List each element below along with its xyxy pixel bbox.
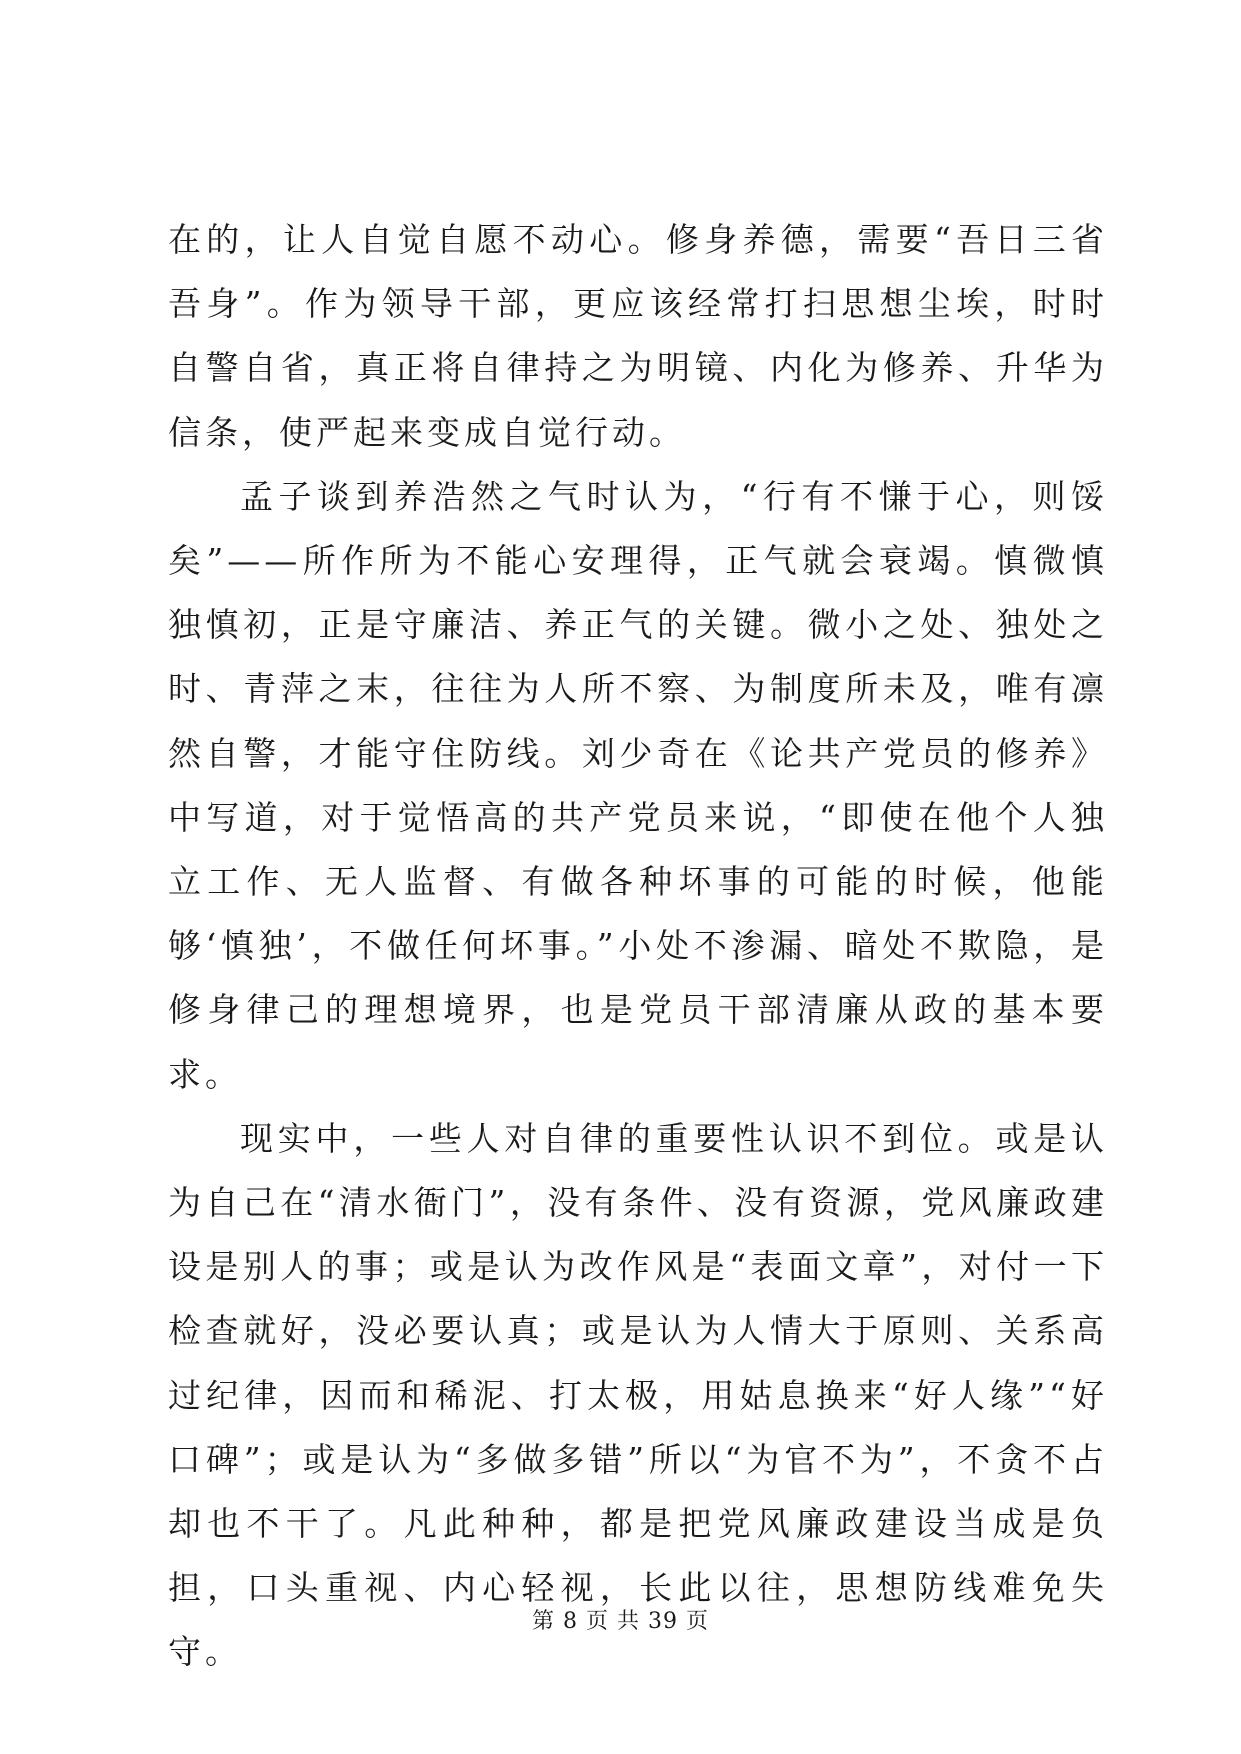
page-number-footer: 第 8 页 共 39 页 bbox=[532, 1609, 709, 1634]
paragraph-1: 在的，让人自觉自愿不动心。修身养德，需要“吾日三省吾身”。作为领导干部，更应该经常打扫思想尘埃，时时自警自省，真正将自律持之为明镜、内化为修养、升华为信条，使严起来变成自觉行动。 bbox=[168, 220, 1108, 452]
body-text bbox=[168, 208, 1108, 1685]
paragraph-3: 现实中，一些人对自律的重要性认识不到位。或是认为自己在“清水衙门”，没有条件、没有资源，党风廉政建设是别人的事；或是认为改作风是“表面文章”，对付一下检查就好，没必要认真；或是认为人情大于原则、关系高过纪律，因而和稀泥、打太极，用姑息换来“好人缘”“好口碑”；或是认为“多做多错”所以“为官不为”，不贪不占却也不干了。凡此种种，都是把党风廉政建设当成是负担，口头重视、内心轻视，长此以往，思想防线难免失守。 bbox=[168, 1118, 1108, 1672]
paragraph-2: 孟子谈到养浩然之气时认为，“行有不慊于心，则馁矣”——所作所为不能心安理得，正气就会衰竭。慎微慎独慎初，正是守廉洁、养正气的关键。微小之处、独处之时、青萍之末，往往为人所不察、为制度所未及，唯有凛然自警，才能守住防线。刘少奇在《论共产党员的修养》中写道，对于觉悟高的共产党员来说，“即使在他个人独立工作、无人监督、有做各种坏事的可能的时候，他能够‘慎独’，不做任何坏事。”小处不渗漏、暗处不欺隐，是修身律己的理想境界，也是党员干部清廉从政的基本要求。 bbox=[168, 476, 1108, 1094]
